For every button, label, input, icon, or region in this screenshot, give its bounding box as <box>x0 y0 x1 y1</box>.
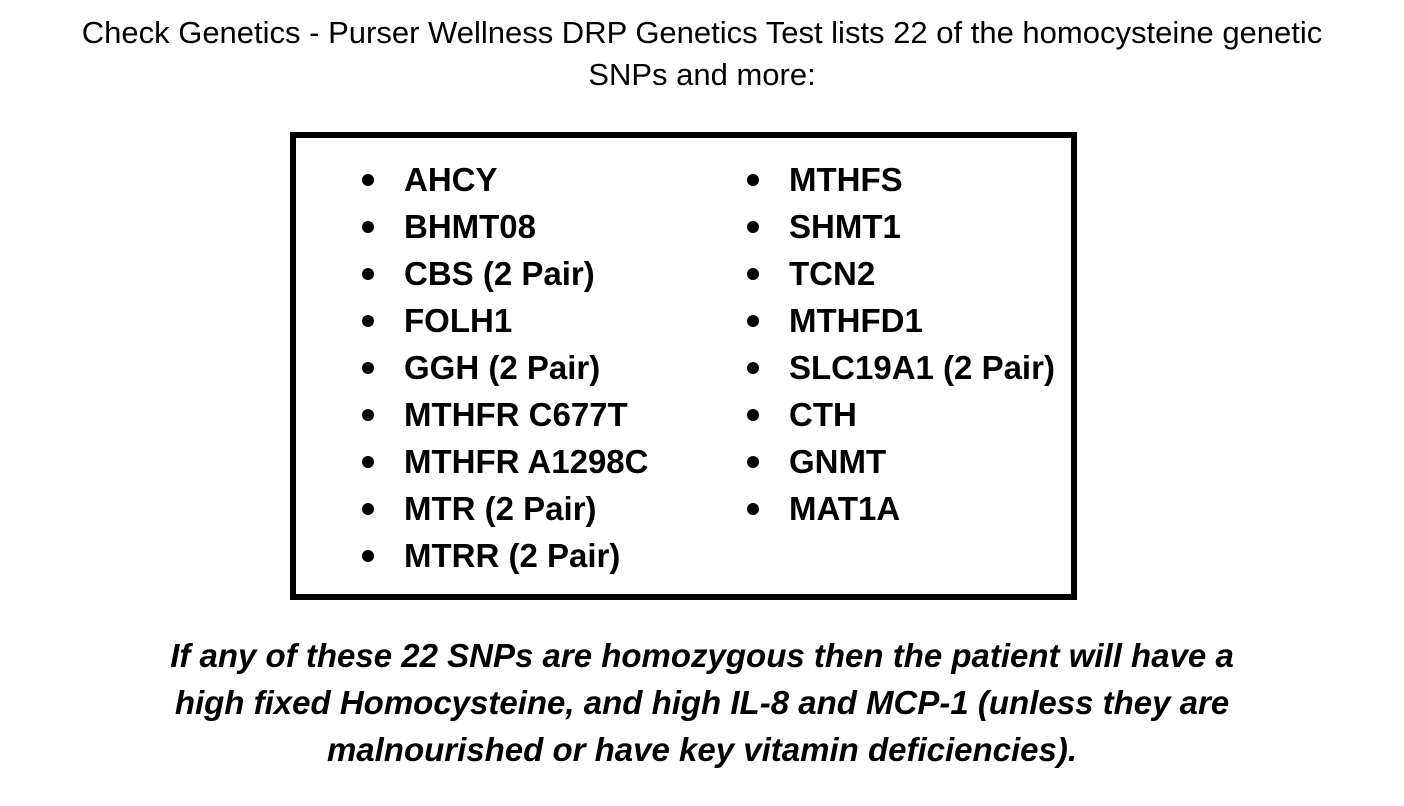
heading-line-1: Check Genetics - Purser Wellness DRP Genetics Test lists 22 of the homocysteine genetic <box>81 15 1323 50</box>
bullet-icon <box>362 362 374 374</box>
snp-label: MTR (2 Pair) <box>404 490 597 527</box>
snp-label: SLC19A1 (2 Pair) <box>789 349 1055 386</box>
snp-label: TCN2 <box>789 255 876 292</box>
snp-item <box>362 438 649 485</box>
snp-label: GNMT <box>789 443 887 480</box>
bullet-icon <box>747 174 759 186</box>
snp-item <box>362 391 649 438</box>
snp-label: CTH <box>789 396 857 433</box>
conclusion-line-1: If any of these 22 SNPs are homozygous then the patient will have a <box>170 637 1234 674</box>
bullet-icon <box>362 456 374 468</box>
snp-label: MTHFD1 <box>789 302 923 339</box>
snp-item <box>747 391 1055 438</box>
bullet-icon <box>362 268 374 280</box>
snp-item <box>362 485 649 532</box>
snp-list-box <box>290 132 1077 600</box>
bullet-icon <box>362 550 374 562</box>
conclusion-statement <box>0 632 1404 773</box>
bullet-icon <box>747 409 759 421</box>
snp-label: MTHFR C677T <box>404 396 628 433</box>
snp-item <box>747 438 1055 485</box>
snp-item <box>747 297 1055 344</box>
snp-label: SHMT1 <box>789 208 901 245</box>
bullet-icon <box>747 456 759 468</box>
snp-item <box>747 344 1055 391</box>
bullet-icon <box>362 221 374 233</box>
snp-item <box>362 156 649 203</box>
conclusion-line-3: malnourished or have key vitamin deficiencies). <box>326 731 1078 768</box>
snp-item <box>362 250 649 297</box>
snp-label: CBS (2 Pair) <box>404 255 595 292</box>
snp-item <box>362 532 649 579</box>
bullet-icon <box>362 409 374 421</box>
bullet-icon <box>747 268 759 280</box>
snp-label: AHCY <box>404 161 498 198</box>
bullet-icon <box>747 221 759 233</box>
snp-item <box>747 203 1055 250</box>
conclusion-line-2: high fixed Homocysteine, and high IL-8 and MCP-1 (unless they are <box>174 684 1230 721</box>
snp-item <box>747 156 1055 203</box>
snp-label: MTHFS <box>789 161 903 198</box>
snp-label: BHMT08 <box>404 208 537 245</box>
heading-line-2: SNPs and more: <box>588 57 816 92</box>
snp-label: FOLH1 <box>404 302 513 339</box>
snp-item <box>747 250 1055 297</box>
snp-item <box>362 203 649 250</box>
bullet-icon <box>747 503 759 515</box>
snp-label: MTRR (2 Pair) <box>404 537 621 574</box>
snp-item <box>362 297 649 344</box>
snp-list-right-column <box>747 156 1055 532</box>
bullet-icon <box>747 315 759 327</box>
bullet-icon <box>362 174 374 186</box>
snp-list-left-column <box>362 156 649 579</box>
bullet-icon <box>362 503 374 515</box>
page-heading <box>0 12 1404 96</box>
snp-item <box>362 344 649 391</box>
bullet-icon <box>362 315 374 327</box>
snp-item <box>747 485 1055 532</box>
bullet-icon <box>747 362 759 374</box>
snp-label: MTHFR A1298C <box>404 443 649 480</box>
snp-label: GGH (2 Pair) <box>404 349 601 386</box>
snp-label: MAT1A <box>789 490 901 527</box>
